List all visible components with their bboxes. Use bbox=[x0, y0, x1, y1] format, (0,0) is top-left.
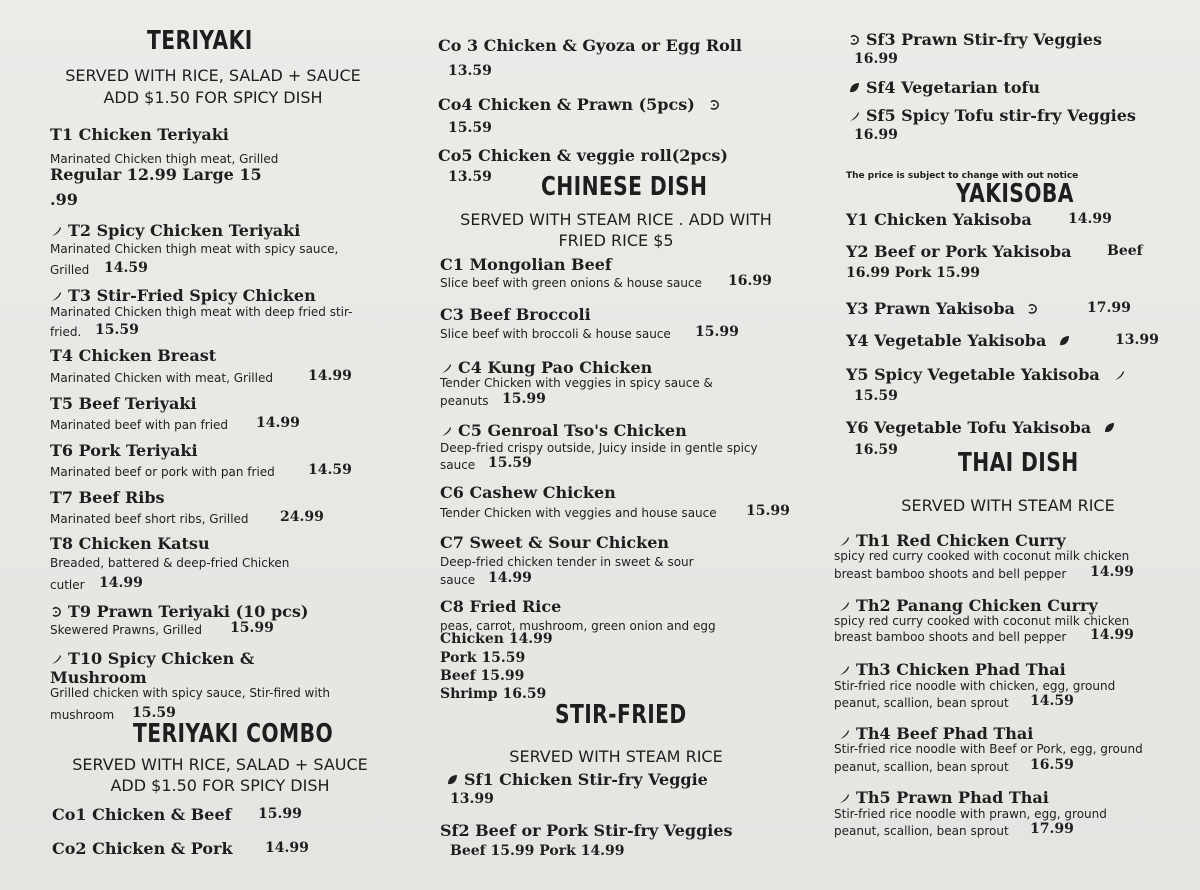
item-price: 15.59 bbox=[132, 705, 176, 721]
item-price: 14.59 bbox=[1030, 693, 1074, 709]
item-name: Sf5 Spicy Tofu stir-fry Veggies bbox=[866, 106, 1136, 125]
leaf-icon bbox=[1058, 335, 1070, 347]
menu-item-sf2: Sf2 Beef or Pork Stir-fry Veggies bbox=[440, 821, 733, 840]
chili-pepper-icon bbox=[440, 425, 452, 437]
menu-item-sf1 bbox=[446, 770, 708, 789]
item-desc: peanut, scallion, bean sprout bbox=[834, 696, 1009, 710]
menu-item-sf5 bbox=[848, 106, 1136, 125]
item-desc: mushroom bbox=[50, 708, 115, 722]
item-name: Co4 Chicken & Prawn (5pcs) bbox=[438, 95, 695, 114]
teriyaki-subtitle-1: SERVED WITH RICE, SALAD + SAUCE bbox=[65, 66, 361, 85]
item-desc: sauce bbox=[440, 573, 476, 587]
menu-item-t2 bbox=[50, 221, 300, 240]
leaf-icon bbox=[446, 774, 458, 786]
teriyaki-subtitle-2: ADD $1.50 FOR SPICY DISH bbox=[103, 88, 323, 107]
item-desc: Marinated beef with pan fried bbox=[50, 418, 229, 432]
item-desc: Slice beef with broccoli & house sauce bbox=[440, 327, 671, 341]
prawn-icon bbox=[50, 606, 62, 618]
item-desc: Grilled chicken with spicy sauce, Stir-fired with bbox=[50, 686, 330, 700]
item-price: 16.59 bbox=[854, 442, 898, 458]
item-name: C5 Genroal Tso's Chicken bbox=[458, 421, 687, 440]
menu-item-sf3 bbox=[848, 30, 1102, 49]
chili-pepper-icon bbox=[838, 792, 850, 804]
item-price-option: Shrimp 16.59 bbox=[440, 686, 547, 702]
menu-item-c7: C7 Sweet & Sour Chicken bbox=[440, 533, 670, 552]
menu-item-t8: T8 Chicken Katsu bbox=[50, 534, 210, 553]
item-price: 14.99 bbox=[265, 840, 309, 856]
item-name: Y4 Vegetable Yakisoba bbox=[846, 331, 1047, 350]
item-price: 14.99 bbox=[488, 570, 532, 586]
item-price: 13.59 bbox=[448, 169, 492, 185]
menu-item-th5 bbox=[838, 788, 1049, 807]
menu-item-y3 bbox=[846, 299, 1044, 318]
item-name: Th2 Panang Chicken Curry bbox=[856, 596, 1098, 615]
menu-item-y5 bbox=[846, 365, 1131, 384]
menu-item-t3 bbox=[50, 286, 316, 305]
menu-item-sf4 bbox=[848, 78, 1040, 97]
item-desc: Marinated Chicken thigh meat, Grilled bbox=[50, 152, 279, 166]
menu-item-co5: Co5 Chicken & veggie roll(2pcs) bbox=[438, 146, 728, 165]
item-price: 15.99 bbox=[258, 806, 302, 822]
prawn-icon bbox=[848, 34, 860, 46]
price-change-notice: The price is subject to change with out notice bbox=[846, 171, 1079, 181]
item-desc: Slice beef with green onions & house sauce bbox=[440, 276, 702, 290]
menu-item-th4 bbox=[838, 724, 1033, 743]
menu-item-co1: Co1 Chicken & Beef bbox=[52, 805, 232, 824]
menu-item-y4 bbox=[846, 331, 1076, 350]
item-name: Th1 Red Chicken Curry bbox=[856, 531, 1066, 550]
item-name: T1 Chicken Teriyaki bbox=[50, 125, 229, 144]
item-desc: Grilled bbox=[50, 263, 90, 277]
section-title-teriyaki: TERIYAKI bbox=[147, 26, 253, 56]
item-price: Regular 12.99 Large 15 bbox=[50, 165, 262, 184]
item-name: Y5 Spicy Vegetable Yakisoba bbox=[846, 365, 1100, 384]
item-price: 14.99 bbox=[308, 368, 352, 384]
prawn-icon bbox=[708, 99, 720, 111]
item-desc: peas, carrot, mushroom, green onion and egg bbox=[440, 619, 716, 633]
menu-item-c3: C3 Beef Broccoli bbox=[440, 305, 591, 324]
item-desc: peanut, scallion, bean sprout bbox=[834, 760, 1009, 774]
menu-item-t4: T4 Chicken Breast bbox=[50, 346, 217, 365]
menu-item-t10 bbox=[50, 649, 254, 668]
item-desc: Tender Chicken with veggies in spicy sauce & bbox=[440, 376, 713, 390]
combo-subtitle-1: SERVED WITH RICE, SALAD + SAUCE bbox=[72, 755, 368, 774]
item-price: 13.59 bbox=[448, 63, 492, 79]
item-desc: fried. bbox=[50, 325, 82, 339]
item-name: Sf3 Prawn Stir-fry Veggies bbox=[866, 30, 1102, 49]
item-desc: Marinated beef or pork with pan fried bbox=[50, 465, 275, 479]
item-name: T2 Spicy Chicken Teriyaki bbox=[68, 221, 301, 240]
item-name-cont: Mushroom bbox=[50, 668, 147, 687]
item-name: T3 Stir-Fried Spicy Chicken bbox=[68, 286, 316, 305]
menu-item-t6: T6 Pork Teriyaki bbox=[50, 441, 198, 460]
item-desc: Marinated Chicken with meat, Grilled bbox=[50, 371, 273, 385]
item-price-option: Beef 15.99 bbox=[440, 668, 525, 684]
item-name: T9 Prawn Teriyaki (10 pcs) bbox=[68, 602, 309, 621]
item-price: 14.99 bbox=[1068, 211, 1112, 227]
section-title-chinese-dish: CHINESE DISH bbox=[541, 172, 708, 202]
menu-item-co3: Co 3 Chicken & Gyoza or Egg Roll bbox=[438, 36, 742, 55]
combo-subtitle-2: ADD $1.50 FOR SPICY DISH bbox=[110, 776, 330, 795]
thai-subtitle: SERVED WITH STEAM RICE bbox=[901, 496, 1115, 515]
item-desc: peanuts bbox=[440, 394, 489, 408]
menu-item-t5: T5 Beef Teriyaki bbox=[50, 394, 197, 413]
menu-item-y2: Y2 Beef or Pork Yakisoba bbox=[846, 242, 1072, 261]
item-price: 15.59 bbox=[488, 455, 532, 471]
item-desc: Deep-fried chicken tender in sweet & sour bbox=[440, 555, 694, 569]
chili-pepper-icon bbox=[838, 600, 850, 612]
item-price: 15.99 bbox=[502, 391, 546, 407]
item-desc: Stir-fried rice noodle with prawn, egg, ground bbox=[834, 807, 1107, 821]
menu-item-th1 bbox=[838, 531, 1066, 550]
item-desc: Breaded, battered & deep-fried Chicken bbox=[50, 556, 290, 570]
item-desc: Marinated Chicken thigh meat with spicy sauce, bbox=[50, 242, 339, 256]
item-price: 17.99 bbox=[1030, 821, 1074, 837]
item-name: Th5 Prawn Phad Thai bbox=[856, 788, 1049, 807]
item-price: 24.99 bbox=[280, 509, 324, 525]
item-name: Y6 Vegetable Tofu Yakisoba bbox=[846, 418, 1092, 437]
item-desc: Marinated Chicken thigh meat with deep fried stir- bbox=[50, 305, 353, 319]
item-price: .99 bbox=[50, 190, 78, 209]
item-desc: Deep-fried crispy outside, Juicy inside in gentle spicy bbox=[440, 441, 758, 455]
item-name: T10 Spicy Chicken & bbox=[68, 649, 255, 668]
item-price: 17.99 bbox=[1087, 300, 1131, 316]
chili-pepper-icon bbox=[50, 225, 62, 237]
item-price: 16.99 bbox=[854, 127, 898, 143]
chili-pepper-icon bbox=[838, 728, 850, 740]
item-desc: Stir-fried rice noodle with chicken, egg, ground bbox=[834, 679, 1116, 693]
chinese-subtitle-1: SERVED WITH STEAM RICE . ADD WITH bbox=[460, 210, 772, 229]
item-desc: peanut, scallion, bean sprout bbox=[834, 824, 1009, 838]
item-price: 14.59 bbox=[308, 462, 352, 478]
chili-pepper-icon bbox=[838, 664, 850, 676]
item-price: 14.99 bbox=[1090, 564, 1134, 580]
prawn-icon bbox=[1026, 303, 1038, 315]
chili-pepper-icon bbox=[440, 362, 452, 374]
menu-item-c5 bbox=[440, 421, 687, 440]
menu-item-y1: Y1 Chicken Yakisoba bbox=[846, 210, 1032, 229]
menu-item-co4 bbox=[438, 95, 726, 114]
item-price: 14.99 bbox=[256, 415, 300, 431]
item-price: 13.99 bbox=[1115, 332, 1159, 348]
menu-item-y6 bbox=[846, 418, 1121, 437]
item-desc: cutler bbox=[50, 578, 85, 592]
item-desc: breast bamboo shoots and bell pepper bbox=[834, 567, 1067, 581]
menu-item-c6: C6 Cashew Chicken bbox=[440, 483, 616, 502]
item-name: Th3 Chicken Phad Thai bbox=[856, 660, 1066, 679]
item-price: Beef 15.99 Pork 14.99 bbox=[450, 843, 625, 859]
item-price: 14.99 bbox=[1090, 627, 1134, 643]
chinese-subtitle-2: FRIED RICE $5 bbox=[558, 231, 674, 250]
section-title-teriyaki-combo: TERIYAKI COMBO bbox=[133, 719, 334, 749]
menu-item-t9 bbox=[50, 602, 308, 621]
section-title-yakisoba: YAKISOBA bbox=[956, 179, 1074, 209]
item-name: Sf4 Vegetarian tofu bbox=[866, 78, 1041, 97]
chili-pepper-icon bbox=[50, 653, 62, 665]
menu-item-t1 bbox=[50, 125, 229, 144]
item-price: Beef bbox=[1107, 243, 1143, 259]
menu-item-co2: Co2 Chicken & Pork bbox=[52, 839, 233, 858]
item-desc: Tender Chicken with veggies and house sauce bbox=[440, 506, 717, 520]
menu-item-th2 bbox=[838, 596, 1098, 615]
item-desc: sauce bbox=[440, 458, 476, 472]
item-price: 15.59 bbox=[448, 120, 492, 136]
item-price: 15.99 bbox=[695, 324, 739, 340]
item-price: 15.99 bbox=[230, 620, 274, 636]
chili-pepper-icon bbox=[838, 535, 850, 547]
item-price: 15.59 bbox=[95, 322, 139, 338]
stirfried-subtitle: SERVED WITH STEAM RICE bbox=[509, 747, 723, 766]
leaf-icon bbox=[848, 82, 860, 94]
item-desc: Skewered Prawns, Grilled bbox=[50, 623, 203, 637]
section-title-thai-dish: THAI DISH bbox=[958, 448, 1079, 478]
item-desc: breast bamboo shoots and bell pepper bbox=[834, 630, 1067, 644]
menu-item-th3 bbox=[838, 660, 1066, 679]
item-price: 14.99 bbox=[99, 575, 143, 591]
item-name: C4 Kung Pao Chicken bbox=[458, 358, 653, 377]
item-price: 16.99 Pork 15.99 bbox=[846, 265, 980, 281]
item-price: 14.59 bbox=[104, 260, 148, 276]
item-price-option: Chicken 14.99 bbox=[440, 631, 553, 647]
item-price: 16.99 bbox=[728, 273, 772, 289]
item-desc: spicy red curry cooked with coconut milk chicken bbox=[834, 614, 1130, 628]
item-price: 16.99 bbox=[854, 51, 898, 67]
menu-item-c8: C8 Fried Rice bbox=[440, 597, 562, 616]
item-price: 16.59 bbox=[1030, 757, 1074, 773]
chili-pepper-icon bbox=[848, 110, 860, 122]
menu-item-c4 bbox=[440, 358, 652, 377]
item-price-option: Pork 15.59 bbox=[440, 650, 526, 666]
menu-item-c1: C1 Mongolian Beef bbox=[440, 255, 612, 274]
item-name: Th4 Beef Phad Thai bbox=[856, 724, 1034, 743]
leaf-icon bbox=[1103, 422, 1115, 434]
item-name: Sf1 Chicken Stir-fry Veggie bbox=[464, 770, 708, 789]
item-price: 15.99 bbox=[746, 503, 790, 519]
item-desc: Stir-fried rice noodle with Beef or Pork, egg, ground bbox=[834, 742, 1143, 756]
chili-pepper-icon bbox=[1113, 369, 1125, 381]
section-title-stir-fried: STIR-FRIED bbox=[555, 700, 687, 730]
item-desc: Marinated beef short ribs, Grilled bbox=[50, 512, 249, 526]
item-desc: spicy red curry cooked with coconut milk chicken bbox=[834, 549, 1130, 563]
menu-item-t7: T7 Beef Ribs bbox=[50, 488, 165, 507]
item-price: 13.99 bbox=[450, 791, 494, 807]
item-name: Y3 Prawn Yakisoba bbox=[846, 299, 1015, 318]
item-price: 15.59 bbox=[854, 388, 898, 404]
chili-pepper-icon bbox=[50, 290, 62, 302]
